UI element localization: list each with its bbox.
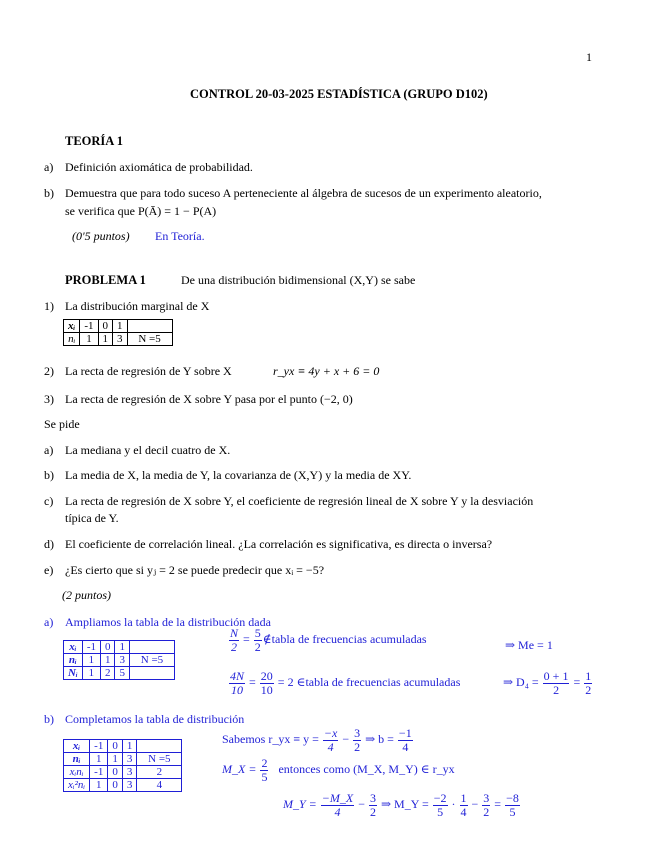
fraction-part: 5 (437, 804, 444, 819)
fraction-part: −2 (433, 791, 447, 805)
table-cell: 1 (90, 779, 108, 792)
fraction-part: 4 (460, 804, 467, 819)
teoria-answer: En Teoría. (155, 229, 205, 243)
fraction (321, 792, 354, 818)
table-cell (127, 320, 172, 333)
table-cell: 0 (100, 641, 115, 654)
table-cell: Nᵢ (64, 667, 83, 680)
question-a-label: a) (44, 443, 54, 457)
table-row (64, 766, 182, 779)
fraction-part: 2 (231, 639, 237, 654)
fraction-part: 4 (402, 739, 409, 754)
table-cell: N =5 (127, 333, 172, 346)
fraction-part: 5 (254, 626, 261, 640)
question-d-label: d) (44, 537, 54, 551)
item1-text: La distribución marginal de X (65, 299, 210, 313)
fraction (505, 792, 520, 818)
table-cell: -1 (80, 320, 98, 333)
table-cell: 3 (122, 779, 137, 792)
table-row (64, 667, 175, 680)
question-c-line1: La recta de regresión de X sobre Y, el coeficiente de regresión lineal de X sobre Y y la desviación (65, 494, 534, 508)
teoria-heading: TEORÍA 1 (65, 134, 124, 148)
item2-label: 2) (44, 364, 54, 378)
table-row (64, 641, 175, 654)
fraction (369, 792, 377, 818)
table-row (64, 320, 173, 333)
fraction-part: 4 (327, 739, 334, 754)
table-cell: 1 (82, 654, 100, 667)
table-cell: 1 (82, 667, 100, 680)
regression-slope-line: Sabemos r_yx ≡ y = $\frac{-x}{4}$ − $\frac{3}{2}$ ⇒ b = $\frac{-1}{4}$ (222, 726, 412, 754)
table-row (64, 333, 173, 346)
fraction-part: −1 (398, 726, 412, 740)
fraction-part: 1 (460, 791, 467, 805)
mean-y-line: M_Y = $\frac{-M\_X}{4}$ − $\frac{3}{2}$ ⇒ M_Y = $\frac{-2}{5}$ · $\frac{1}{4}$ − $\frac{3}{2}$ = $\frac{-8}{5}$ (283, 791, 519, 819)
decile-result: ⇒ D₄ = $\frac{0 + 1}{2}$ = $\frac{1}{2}$ (503, 669, 592, 697)
table-cell: 1 (80, 333, 98, 346)
table-cell: 1 (108, 753, 123, 766)
question-c-line2: típica de Y. (65, 511, 119, 525)
fraction-part: 3 (483, 791, 490, 805)
teoria-b-line1: Demuestra que para todo suceso A perteneciente al álgebra de sucesos de un experimento aleatorio, (65, 186, 542, 200)
distribution-table (63, 739, 182, 792)
fraction (260, 757, 268, 783)
table-cell: 0 (108, 740, 123, 753)
table-cell: N =5 (129, 654, 174, 667)
median-equation: $\frac{N}{2}$ = $\frac{5}{2}$ ∉tabla de frecuencias acumuladas (230, 626, 427, 654)
fraction-part: 1 (585, 669, 592, 683)
item3-label: 3) (44, 392, 54, 406)
table-cell: nᵢ (64, 654, 83, 667)
table-cell: 3 (113, 333, 128, 346)
teoria-a-label: a) (44, 160, 54, 174)
mean-x-line: M_X = $\frac{2}{5}$ entonces como (M_X, M_Y) ∈ r_yx (222, 756, 455, 784)
table-cell: -1 (90, 766, 108, 779)
fraction-part: −x (323, 726, 338, 740)
table-cell: nᵢ (64, 333, 80, 346)
question-c-label: c) (44, 494, 54, 508)
item3-text: La recta de regresión de X sobre Y pasa por el punto (−2, 0) (65, 392, 353, 406)
fraction-part: 2 (585, 682, 592, 697)
table-cell: N =5 (137, 753, 182, 766)
fraction (584, 670, 592, 696)
marginal-table (63, 319, 173, 346)
table-cell: 1 (98, 333, 113, 346)
question-b-label: b) (44, 468, 54, 482)
table-cell: nᵢ (64, 753, 90, 766)
item2-equation: r_yx ≡ 4y + x + 6 = 0 (273, 364, 380, 378)
problema-heading: PROBLEMA 1 (65, 273, 146, 287)
table-cell: 4 (137, 779, 182, 792)
fraction-part: 2 (553, 682, 560, 697)
problema-intro: De una distribución bidimensional (X,Y) se sabe (181, 273, 416, 287)
table-cell: 2 (100, 667, 115, 680)
table-cell: 0 (98, 320, 113, 333)
se-pide: Se pide (44, 417, 80, 431)
fraction-part: 4 (334, 804, 341, 819)
solution-a-label: a) (44, 615, 54, 629)
table-cell: 5 (115, 667, 130, 680)
table-row (64, 753, 182, 766)
table-cell: 0 (108, 766, 123, 779)
table-cell: -1 (82, 641, 100, 654)
table-cell: 2 (137, 766, 182, 779)
table-cell: xᵢ (64, 320, 80, 333)
table-cell (137, 740, 182, 753)
teoria-b-line2: se verifica que P(Ā) = 1 − P(A) (65, 204, 217, 218)
item1-label: 1) (44, 299, 54, 313)
fraction-part: N (230, 626, 239, 640)
table-row (64, 654, 175, 667)
fraction-part: 2 (483, 804, 490, 819)
solution-b-title: Completamos la tabla de distribución (65, 712, 245, 726)
question-a: La mediana y el decil cuatro de X. (65, 443, 231, 457)
table-cell: xᵢnᵢ (64, 766, 90, 779)
fraction (254, 627, 262, 653)
table-cell: xᵢ (64, 740, 90, 753)
question-d: El coeficiente de correlación lineal. ¿La correlación es significativa, es directa o inversa? (65, 537, 493, 551)
fraction (482, 792, 490, 818)
fraction (433, 792, 448, 818)
page-number: 1 (586, 50, 592, 64)
item2-text: La recta de regresión de Y sobre X (65, 364, 232, 378)
table-cell: -1 (90, 740, 108, 753)
fraction (229, 670, 245, 696)
teoria-b-label: b) (44, 186, 54, 200)
table-cell: 3 (115, 654, 130, 667)
fraction-part: 10 (231, 682, 243, 697)
fraction-part: 4N (230, 669, 245, 683)
teoria-points: (0'5 puntos) (72, 229, 130, 243)
fraction-part: −M_X (321, 791, 354, 805)
solution-b-label: b) (44, 712, 54, 726)
teoria-a-text: Definición axiomática de probabilidad. (65, 160, 253, 174)
fraction-part: 2 (254, 639, 261, 654)
table-cell: xᵢ²nᵢ (64, 779, 90, 792)
question-e-label: e) (44, 563, 54, 577)
fraction-part: 2 (354, 739, 361, 754)
table-row (64, 740, 182, 753)
fraction (398, 727, 413, 753)
cumulative-table (63, 640, 175, 680)
problema-points: (2 puntos) (62, 588, 111, 602)
question-e: ¿Es cierto que si yⱼ = 2 se puede predecir que xᵢ = −5? (65, 563, 325, 577)
table-cell: 1 (100, 654, 115, 667)
decile-equation: $\frac{4N}{10}$ = $\frac{20}{10}$ = 2 ∈tabla de frecuencias acumuladas (230, 669, 461, 697)
solution-a-title: Ampliamos la tabla de la distribución dada (65, 615, 271, 629)
fraction-part: 2 (370, 804, 376, 819)
table-cell: 1 (115, 641, 130, 654)
question-b: La media de X, la media de Y, la covarianza de (X,Y) y la media de XY. (65, 468, 412, 482)
table-cell: 1 (90, 753, 108, 766)
fraction (543, 670, 570, 696)
table-row (64, 779, 182, 792)
fraction (323, 727, 338, 753)
table-cell: 1 (113, 320, 128, 333)
fraction (460, 792, 468, 818)
fraction-part: 2 (261, 756, 268, 770)
table-cell (129, 641, 174, 654)
table-cell: 1 (122, 740, 137, 753)
table-cell: xᵢ (64, 641, 83, 654)
fraction-part: 3 (370, 791, 376, 805)
fraction-part: 20 (260, 669, 273, 683)
page-title: CONTROL 20-03-2025 ESTADÍSTICA (GRUPO D102) (190, 87, 488, 101)
table-cell (129, 667, 174, 680)
table-cell: 3 (122, 766, 137, 779)
fraction-part: 10 (260, 682, 273, 697)
table-cell: 3 (122, 753, 137, 766)
fraction-part: −8 (506, 791, 519, 805)
fraction (260, 670, 274, 696)
fraction (353, 727, 361, 753)
fraction-part: 5 (261, 769, 268, 784)
fraction-part: 3 (354, 726, 361, 740)
table-cell: 0 (108, 779, 123, 792)
fraction-part: 0 + 1 (543, 669, 569, 683)
fraction (229, 627, 239, 653)
median-result: ⇒ Me = 1 (505, 638, 553, 652)
fraction-part: 5 (509, 804, 516, 819)
